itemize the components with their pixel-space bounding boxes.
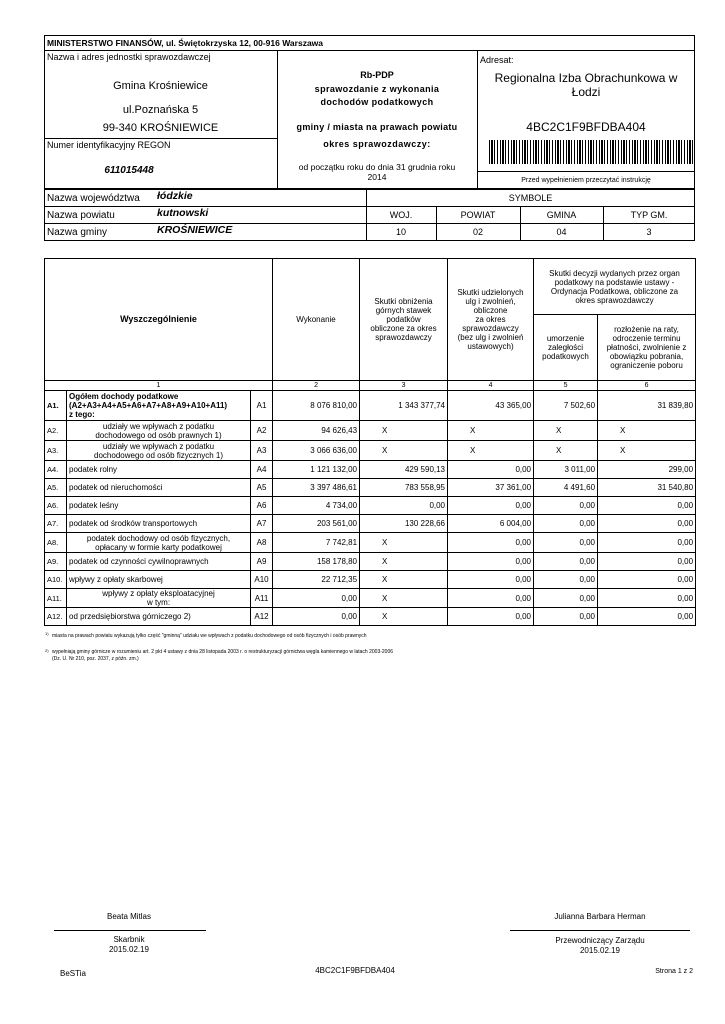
form-code: Rb-PDP [360,70,394,80]
symbol-header-powiat: POWIAT [460,210,496,220]
footnote-1: miasta na prawach powiatu wykazują tylko część "gminną" udziału we wpływach z podatku dochodowego od osób fizycznych i osób prawnych [52,633,367,639]
value-col-5: X [534,441,598,461]
table-row [45,441,696,461]
row-code: A6 [251,497,273,515]
table-row [45,497,696,515]
value-col-3: X [360,553,448,571]
value-col-6: 0,00 [598,571,696,589]
value-col-5: 0,00 [534,571,598,589]
value-col-5: 0,00 [534,497,598,515]
value-col-3: X [360,421,448,441]
signature-left-line [54,930,206,931]
value-col-5: 0,00 [534,515,598,533]
footer-system: BeSTia [60,969,86,978]
row-description [67,533,251,553]
row-code: A2 [251,421,273,441]
row-number: A1. [45,391,67,421]
signature-right-line [510,930,690,931]
value-col-6: 0,00 [598,608,696,626]
value-col-3: X [360,571,448,589]
table-row [45,589,696,608]
row-description-line: opłacany w formie karty podatkowej [95,542,222,552]
row-description-line: udziały we wpływach z podatku [102,421,215,431]
symbol-header-typ: TYP GM. [630,210,668,220]
row-description [67,479,251,497]
value-col-4: 37 361,00 [448,479,534,497]
value-col-2: 1 121 132,00 [273,461,360,479]
column-number-6: 6 [598,381,696,391]
row-description [67,589,251,608]
unit-street: ul.Poznańska 5 [122,104,199,116]
row-number: A10. [45,571,67,589]
value-col-5: 0,00 [534,589,598,608]
value-col-3: 1 343 377,74 [360,391,448,421]
form-title-4: okres sprawozdawczy: [323,139,431,149]
row-number: A3. [45,441,67,461]
symbol-value-typ: 3 [646,227,652,237]
table-row [45,479,696,497]
row-description-line: wpływy z opłaty skarbowej [69,575,163,584]
value-col-4: 43 365,00 [448,391,534,421]
row-description [67,497,251,515]
value-col-4: 0,00 [448,608,534,626]
value-col-3: X [360,533,448,553]
row-description-line: dochodowego od osób fizycznych 1) [94,450,223,460]
footer-code: 4BC2C1F9BFDBA404 [315,966,395,975]
signature-left-role: Skarbnik [113,935,145,944]
value-col-6: 0,00 [598,515,696,533]
header-rate-reduction: Skutki obniżenia górnych stawek podatków obliczone za okres sprawozdawczy [360,259,448,381]
row-description-line: podatek rolny [69,465,118,474]
signature-right-role: Przewodniczący Zarządu [555,936,645,945]
value-col-6: 31 540,80 [598,479,696,497]
row-code: A12 [251,608,273,626]
value-col-3: 783 558,95 [360,479,448,497]
value-col-4: X [448,421,534,441]
row-number: A7. [45,515,67,533]
value-col-5: 4 491,60 [534,479,598,497]
county-label: Nazwa powiatu [47,210,115,221]
row-description-line: dochodowego od osób prawnych 1) [95,430,222,440]
row-number: A4. [45,461,67,479]
header-reliefs: Skutki udzielonych ulg i zwolnień, obliczone za okres sprawozdawczy (bez ulg i zwolnień ustawowych) [448,259,534,381]
value-col-4: 6 004,00 [448,515,534,533]
value-col-2: 203 561,00 [273,515,360,533]
barcode-image [489,140,694,164]
symbol-value-woj: 10 [395,227,406,237]
document-code: 4BC2C1F9BFDBA404 [526,120,646,134]
value-col-5: 0,00 [534,553,598,571]
row-description [67,391,251,421]
signature-left-name: Beata Mitlas [106,912,152,921]
row-description-line: podatek od nieruchomości [69,483,163,492]
row-description-line: podatek dochodowy od osób fizycznych, [86,533,231,543]
addressee-line-2: Łodzi [571,85,601,99]
footnote-2-line-2: (Dz. U. Nr 210, poz. 2037, z późn. zm.) [52,656,139,662]
column-number-4: 4 [448,381,534,391]
value-col-2: 94 626,43 [273,421,360,441]
value-col-2: 3 397 486,61 [273,479,360,497]
signature-left-date: 2015.02.19 [108,945,150,954]
value-col-5: 7 502,60 [534,391,598,421]
column-number-3: 3 [360,381,448,391]
instruction-note: Przed wypełnieniem przeczytać instrukcję [521,177,651,184]
value-col-5: 0,00 [534,608,598,626]
row-code: A10 [251,571,273,589]
regon-value: 611015448 [104,165,154,176]
value-col-4: 0,00 [448,553,534,571]
signature-right-date: 2015.02.19 [579,946,621,955]
row-number: A8. [45,533,67,553]
symbols-label: SYMBOLE [508,193,553,203]
table-row [45,608,696,626]
table-row [45,533,696,553]
column-number-2: 2 [273,381,360,391]
value-col-6: 299,00 [598,461,696,479]
table-row [45,461,696,479]
column-number-5: 5 [534,381,598,391]
row-code: A9 [251,553,273,571]
row-code: A8 [251,533,273,553]
row-description-line: wpływy z opłaty eksploatacyjnej [102,589,215,598]
table-row [45,515,696,533]
header-write-off: umorzenie zaległości podatkowych [534,315,598,381]
header-deferral: rozłożenie na raty, odroczenie terminu płatności, zwolnienie z obowiązku pobrania, ograniczenie poboru [598,315,696,381]
row-code: A3 [251,441,273,461]
row-number: A6. [45,497,67,515]
value-col-2: 3 066 636,00 [273,441,360,461]
value-col-6: 0,00 [598,533,696,553]
row-description-line: Ogółem dochody podatkowe [69,392,179,401]
row-number: A11. [45,589,67,608]
income-table [44,258,696,626]
row-code: A7 [251,515,273,533]
value-col-6: 0,00 [598,553,696,571]
row-description-line: podatek od środków transportowych [69,519,198,528]
symbol-header-gmina: GMINA [546,210,577,220]
value-col-4: 0,00 [448,461,534,479]
unit-name: Gmina Krośniewice [113,80,208,92]
value-col-3: 429 590,13 [360,461,448,479]
value-col-2: 8 076 810,00 [273,391,360,421]
value-col-3: X [360,441,448,461]
form-title-3: gminy / miasta na prawach powiatu [296,122,458,132]
value-col-5: X [534,421,598,441]
row-description-line: od przedsiębiorstwa górniczego 2) [69,612,191,621]
row-description-line: podatek leśny [69,501,119,510]
value-col-3: X [360,589,448,608]
row-description [67,515,251,533]
value-col-4: 0,00 [448,533,534,553]
commune-value: KROŚNIEWICE [157,224,233,236]
value-col-2: 158 178,80 [273,553,360,571]
table-row [45,553,696,571]
row-code: A11 [251,589,273,608]
period-line-1: od początku roku do dnia 31 grudnia roku [298,162,456,172]
unit-label: Nazwa i adres jednostki sprawozdawczej [47,52,211,62]
value-col-6: 0,00 [598,497,696,515]
addressee-line-1: Regionalna Izba Obrachunkowa w [494,71,678,85]
row-code: A5 [251,479,273,497]
row-code: A1 [251,391,273,421]
row-description-line: podatek od czynności cywilnoprawnych [69,557,209,566]
value-col-6: X [598,441,696,461]
symbol-value-powiat: 02 [472,227,483,237]
table-row [45,391,696,421]
value-col-2: 22 712,35 [273,571,360,589]
value-col-4: 0,00 [448,589,534,608]
table-row [45,421,696,441]
symbol-value-gmina: 04 [556,227,567,237]
value-col-6: 0,00 [598,589,696,608]
footnote-2-mark: 2) [45,648,49,653]
regon-label: Numer identyfikacyjny REGON [47,140,171,150]
footnote-2-line-1: wypełniają gminy górnicze w rozumieniu art. 2 pkt 4 ustawy z dnia 28 listopada 2003 r. o restrukturyzacji górnictwa węgla kamiennego w latach 2003-2006 [52,649,394,655]
value-col-2: 0,00 [273,589,360,608]
row-description [67,553,251,571]
row-description [67,571,251,589]
row-description-line: udziały we wpływach z podatku [102,441,215,451]
form-title-2: dochodów podatkowych [320,97,434,107]
value-col-2: 4 734,00 [273,497,360,515]
row-code: A4 [251,461,273,479]
row-description [67,421,251,441]
row-number: A12. [45,608,67,626]
voivodeship-label: Nazwa województwa [47,193,140,204]
value-col-3: 0,00 [360,497,448,515]
value-col-6: X [598,421,696,441]
header-decisions: Skutki decyzji wydanych przez organ podatkowy na podstawie ustawy - Ordynacja Podatkowa, obliczone za okres sprawozdawczy [534,259,696,315]
voivodeship-value: łódzkie [157,190,193,202]
row-description-line: w tym: [146,598,171,607]
row-description-line: z tego: [69,410,95,419]
value-col-2: 0,00 [273,608,360,626]
column-number-1: 1 [45,381,273,391]
footnote-1-mark: 1) [45,631,49,636]
value-col-5: 3 011,00 [534,461,598,479]
value-col-4: 0,00 [448,571,534,589]
symbol-header-woj: WOJ. [389,210,413,220]
header-description: Wyszczególnienie [45,259,273,381]
ministry-title: MINISTERSTWO FINANSÓW, ul. Świętokrzyska 12, 00-916 Warszawa [47,38,324,48]
value-col-5: 0,00 [534,533,598,553]
value-col-3: X [360,608,448,626]
row-number: A2. [45,421,67,441]
county-value: kutnowski [157,207,209,219]
addressee-label: Adresat: [480,55,514,65]
unit-city: 99-340 KROŚNIEWICE [102,122,219,134]
period-line-2: 2014 [367,172,387,182]
header-execution: Wykonanie [273,259,360,381]
row-description [67,441,251,461]
commune-label: Nazwa gminy [47,227,108,238]
value-col-4: X [448,441,534,461]
signature-right-name: Julianna Barbara Herman [554,912,646,921]
value-col-6: 31 839,80 [598,391,696,421]
value-col-3: 130 228,66 [360,515,448,533]
row-description [67,461,251,479]
value-col-4: 0,00 [448,497,534,515]
footer-page: Strona 1 z 2 [655,968,693,975]
row-number: A5. [45,479,67,497]
table-row [45,571,696,589]
form-title-1: sprawozdanie z wykonania [314,84,440,94]
row-description [67,608,251,626]
row-number: A9. [45,553,67,571]
row-description-line: (A2+A3+A4+A5+A6+A7+A8+A9+A10+A11) [69,401,228,410]
value-col-2: 7 742,81 [273,533,360,553]
